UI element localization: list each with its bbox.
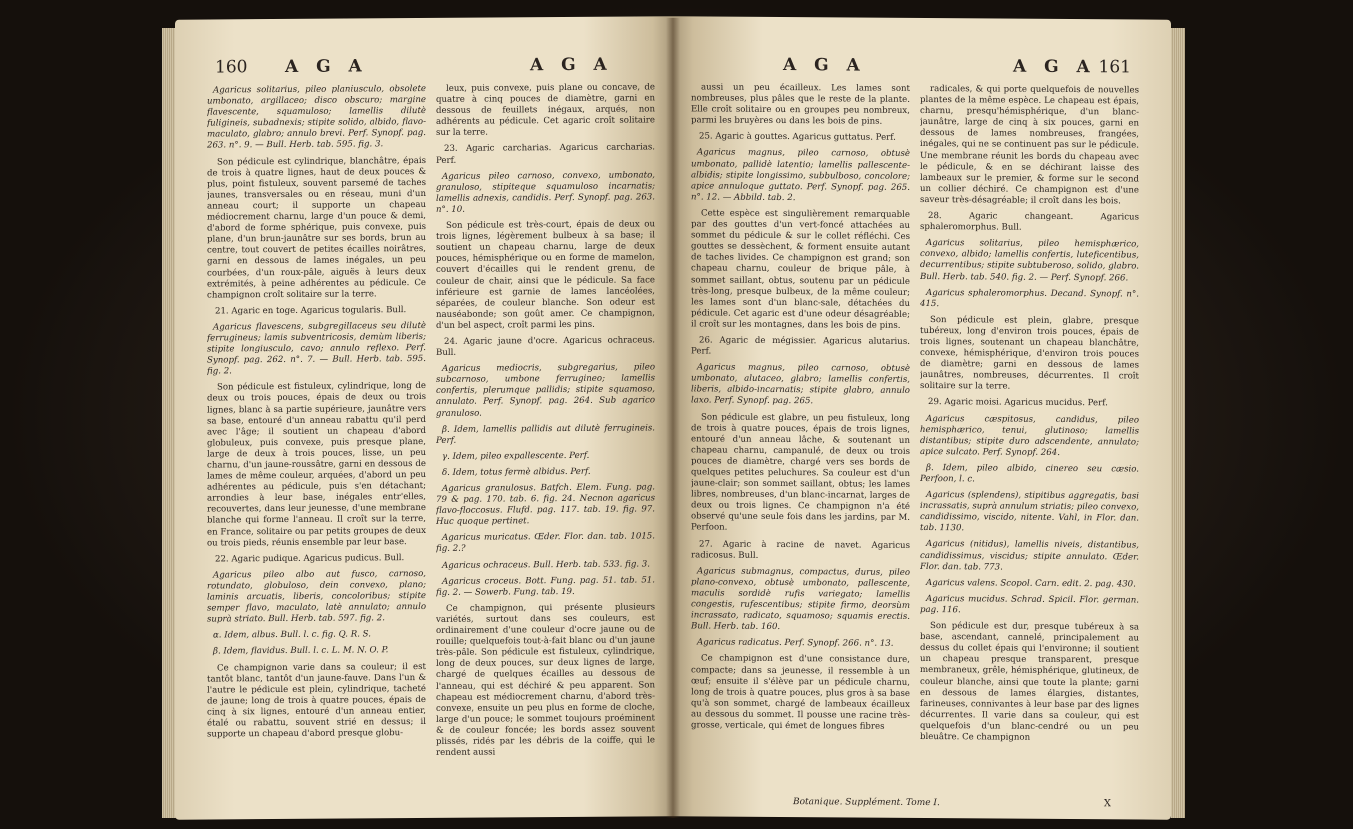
left-column-1: [207, 84, 426, 796]
body-paragraph: radicales, & qui porte quelquefois de nouvelles plantes de la même espèce. Le chapeau est épais, charnu, presqu'hémisphérique, d'un blanc-jaunâtre, large de cinq à six pouces, garni en dessous de lames nombreuses, frangées, inégales, qui ne se continuent pas sur le pédicule. Une membrane réunit les bords du chapeau avec le pédicule, & en se déchirant laisse des lambeaux sur le premier, & forme sur le second un collier déchiré. Ce champignon est d'une saveur très-désagréable; il croît dans les bois.: [920, 84, 1139, 207]
latin-description: Agaricus croceus. Bott. Fung. pag. 51. tab. 51. fig. 2. — Sowerb. Fung. tab. 19.: [436, 575, 655, 598]
latin-description: δ. Idem, totus fermè albidus. Perf.: [442, 466, 591, 478]
latin-description: Agaricus granulosus. Batfch. Elem. Fung. pag. 79 & pag. 170. tab. 6. fig. 24. Necnon agaricus flavo-floccosus. Flufd. pag. 117. tab. 19. fig. 97. Huc quoque pertinet.: [436, 482, 655, 528]
body-paragraph: Son pédicule est très-court, épais de deux ou trois lignes, légèrement bulbeux à sa base; il soutient un chapeau charnu, large de deux pouces, hémisphérique ou en forme de mamelon, couvert d'écailles qui le rendent grenu, de couleur de chair, ainsi que le pédicule. Sa face inférieure est garnie de lames lancéolées, séparées, de couleur blanche. Son odeur est nauséabonde; son goût amer. Ce champignon, d'un bel aspect, croît parmi les pins.: [436, 219, 655, 331]
signature-mark: X: [1103, 798, 1111, 810]
body-paragraph: Ce champignon varie dans sa couleur; il est tantôt blanc, tantôt d'un jaune-fauve. Dans l'un & l'autre le pédicule est plein, cylindrique, tacheté de jaune; long de trois à quatre pouces, épais de cinq à six lignes, entouré d'un anneau entier, étalé ou rabattu, souvent strié en dessus; il supporte un chapeau d'abord presque globu-: [207, 661, 426, 740]
latin-description: Agaricus submagnus, compactus, durus, pileo plano-convexo, obtusè umbonato, pallescente, maculis sordidè rufis variegato; lamellis congestis, rufescentibus; stipite firmo, deorsùm incrassato, radicato, squamoso; squamis erectis. Bull. Herb. tab. 160.: [691, 566, 910, 633]
body-paragraph: leux, puis convexe, puis plane ou concave, de quatre à cinq pouces de diamètre, garni en dessous de feuillets inégaux, arqués, non adhérents au pédicule. Cet agaric croît solitaire sur la terre.: [436, 82, 655, 139]
body-paragraph: Son pédicule est plein, glabre, presque tubéreux, long d'environ trois pouces, épais de trois lignes, soutenant un chapeau blanchâtre, convexe, hémisphérique, d'environ trois pouces de diamètre; garni en dessous de lames jaunâtres, nombreuses, décurrentes. Il croît solitaire sur la terre.: [920, 314, 1139, 392]
latin-description: Agaricus pileo carnoso, convexo, umbonato, granuloso, stipiteque squamuloso incarnatis; lamellis adnexis, candidis. Perf. Synopf. pag. 263. n°. 10.: [436, 170, 655, 215]
right-page-edges: [1171, 28, 1185, 818]
left-running-head: A G A: [285, 56, 368, 77]
page-footer: Botanique. Supplément. Tome I.: [793, 797, 940, 809]
entry-heading: 21. Agaric en toge. Agaricus togularis. Bull.: [215, 304, 407, 317]
latin-description: β. Idem, lamellis pallidis aut dilutè ferrugineis. Perf.: [436, 423, 655, 446]
body-paragraph: Son pédicule est glabre, un peu fistuleux, long de trois à quatre pouces, épais de trois lignes, entouré d'un anneau lâche, & soutenant un chapeau charnu, campanulé, de deux ou trois pouces de diamètre, chargé vers ses bords de quelques petites peluchures. Sa couleur est d'un jaune-clair; son sommet saillant, obtus; les lames libres, nombreuses, d'un blanc-incarnat, larges de deux ou trois lignes. Ce champignon n'a été observé qu'une seule fois dans les jardins, par M. Perfoon.: [691, 411, 910, 534]
right-running-head: A G A: [783, 55, 866, 76]
body-paragraph: Ce champignon, qui présente plusieurs variétés, surtout dans ses couleurs, est ordinairement d'une couleur d'ocre jaune ou de rouille; quelquefois tout-à-fait blanc ou d'un jaune très-pâle. Son pédicule est fistuleux, cylindrique, long de deux pouces, sur deux lignes de large, chargé de quelques écailles au dessous de l'anneau, qui est déchiré & peu apparent. Son chapeau est médiocrement charnu, d'abord très-convexe, ensuite un peu plus en forme de cloche, large d'un pouce; le sommet toujours proéminent & de couleur foncée; les bords assez souvent plissés, ridés par les débris de la coiffe, qui le rendent aussi: [436, 602, 655, 758]
latin-description: α. Idem, albus. Bull. l. c. fig. Q. R. S.: [213, 629, 371, 641]
left-running-header: [175, 52, 673, 85]
latin-description: Agaricus mucidus. Schrad. Spicil. Flor. german. pag. 116.: [920, 593, 1139, 616]
latin-description: Agaricus mediocris, subgregarius, pileo subcarnoso, umbone ferrugineo; lamellis confertis, plerumque pallidis; stipite squamoso, annulato. Perf. Synopf. pag. 264. Sub agarico granuloso.: [436, 362, 655, 419]
latin-description: Agaricus sphaleromorphus. Decand. Synopf. n°. 415.: [920, 287, 1139, 309]
left-page-number: 160: [215, 57, 248, 78]
latin-description: Agaricus cæspitosus, candidus, pileo hemisphærico, tenui, glutinoso; lamellis distantibus; stipite duro adscendente, annulato; apice sulcato. Perf. Synopf. 264.: [920, 413, 1139, 458]
latin-description: Agaricus radicatus. Perf. Synopf. 266. n°. 13.: [697, 637, 894, 650]
latin-description: Agaricus solitarius, pileo hemisphærico, convexo, albido; lamellis confertis, luteficentibus, decurrentibus; stipite subtuberoso, solido, glabro. Bull. Herb. tab. 540. fig. 2. — Perf. Synopf. 266.: [920, 238, 1139, 283]
latin-description: Agaricus solitarius, pileo planiusculo, obsolete umbonato, argillaceo; disco obscuro; margine flavescente, squamuloso; lamellis dilutè fuligineis, subadnexis; stipite solido, albido, flavo-maculato, glabro; annulo brevi. Perf. Synopf. pag. 263. n°. 9. — Bull. Herb. tab. 595. fig. 3.: [207, 83, 426, 151]
latin-description: Agaricus valens. Scopol. Carn. edit. 2. pag. 430.: [926, 577, 1136, 590]
left-column-2: [436, 82, 655, 794]
entry-heading: 24. Agaric jaune d'ocre. Agaricus ochraceus. Bull.: [436, 335, 655, 358]
body-paragraph: Son pédicule est fistuleux, cylindrique, long de deux ou trois pouces, épais de deux ou trois lignes, blanc à sa partie supérieure, jaunâtre vers sa base, entouré d'un anneau rabattu qu'il perd avec l'âge; il soutient un chapeau d'abord globuleux, puis convexe, puis presque plane, large de deux à trois pouces, lisse, un peu charnu, d'un jaune-roussâtre, garni en dessous de lames de même couleur, arquées, d'abord un peu adhérentes au pédicule, puis s'en détachant; arrondies à leur base, inégales entr'elles, recouvertes, dans leur jeunesse, d'une membrane blanche qui forme l'anneau. Il croît sur la terre, en France, solitaire ou par petits groupes de deux ou trois pieds, réunis ensemble par leur base.: [207, 381, 426, 549]
right-running-header: [673, 52, 1171, 85]
right-columns: [691, 82, 1139, 795]
entry-heading: 27. Agaric à racine de navet. Agaricus radicosus. Bull.: [691, 539, 910, 561]
latin-description: γ. Idem, pileo expallescente. Perf.: [442, 450, 590, 462]
latin-description: Agaricus magnus, pileo carnoso, obtusè umbonato, alutaceo, glabro; lamellis confertis, liberis, albido-incarnatis; stipite glabro, annulo laxo. Perf. Synopf. pag. 265.: [691, 362, 910, 407]
left-page: [175, 16, 673, 819]
left-page-edges: [162, 28, 176, 818]
latin-description: Agaricus pileo albo aut fusco, carnoso, rotundato, globuloso, dein convexo, plano; laminis arcuatis, liberis, concoloribus; stipite semper flavo, maculato, latè annulato; annulo suprà striato. Bull. Herb. tab. 597. fig. 2.: [207, 568, 426, 625]
latin-description: Agaricus (nitidus), lamellis niveis, distantibus, candidissimus, viscidus; stipite annulato. Œder. Flor. dan. tab. 773.: [920, 539, 1139, 573]
body-paragraph: Ce champignon est d'une consistance dure, compacte; dans sa jeunesse, il ressemble à un œuf; ensuite il s'élève par un pédicule charnu, long de trois à quatre pouces, plus gros à sa base qu'à son sommet, chargé de lambeaux écailleux au dessous du sommet. Il pousse une racine très-grosse, verticale, qui émet de longues fibres: [691, 653, 910, 732]
latin-description: Agaricus muricatus. Œder. Flor. dan. tab. 1015. fig. 2.?: [436, 531, 655, 555]
entry-heading: 25. Agaric à gouttes. Agaricus guttatus. Perf.: [699, 131, 896, 144]
body-paragraph: aussi un peu écailleux. Les lames sont nombreuses, plus pâles que le reste de la plante. Elle croît solitaire ou en groupes peu nombreux, parmi les bruyères ou dans les bois de pins.: [691, 82, 910, 128]
body-paragraph: Son pédicule est dur, presque tubéreux à sa base, ascendant, cannelé, principalement au dessus du collet épais qui l'environne; il soutient un chapeau presque transparent, presque membraneux, grêle, hémisphérique, glutineux, de couleur blanche, ainsi que toute la plante; garni en dessous de lames élargies, distantes, farineuses, connivantes à leur base par des lignes décurrentes. Il varie dans sa couleur, qui est quelquefois d'un blanc-cendré ou un peu bleuâtre. Ce champignon: [920, 621, 1139, 743]
body-paragraph: Son pédicule est cylindrique, blanchâtre, épais de trois à quatre lignes, haut de deux pouces & plus, point fistuleux, souvent parsemé de taches jaunes, transversales ou en réseau, muni d'un anneau court; il supporte un chapeau médiocrement charnu, large d'un pouce & demi, d'abord de forme sphérique, puis convexe, puis plane, d'un brun-jaunâtre sur ses bords, brun au centre, tout couvert de petites écailles noirâtres, garni en dessous de lames inégales, un peu courbées, d'un roux-pâle, aiguës à leurs deux extrémités, à peine adhérentes au pédicule. Ce champignon croît solitaire sur la terre.: [207, 155, 426, 301]
body-paragraph: Cette espèce est singulièrement remarquable par des gouttes d'un vert-foncé attachées au sommet du pédicule & sur le collet réfléchi. Ces gouttes se dessèchent, & forment ensuite autant de taches livides. Ce champignon est grand; son chapeau charnu, couleur de brique pâle, à sommet saillant, obtus, soutenu par un pédicule très-long, presque bulbeux, de la même couleur; les lames sont d'un blanc-sale, détachées du pédicule. Cet agaric est d'une odeur désagréable; il croît sur les montagnes, dans les bois de pins.: [691, 208, 910, 331]
right-column-1: [691, 82, 910, 794]
right-running-head-2: A G A: [1013, 56, 1096, 78]
entry-heading: 26. Agaric de mégissier. Agaricus alutarius. Perf.: [691, 335, 910, 357]
latin-description: Agaricus magnus, pileo carnoso, obtusè umbonato, pallidè latentio; lamellis pallescente-albidis; stipite longissimo, subbulboso, concolore; apice annuloque guttato. Perf. Synopf. pag. 265. n°. 12. — Abbild. tab. 2.: [691, 147, 910, 203]
latin-description: Agaricus flavescens, subgregillaceus seu dilutè ferrugineus; lamis subventricosis, demùm liberis; stipite longiusculo, cavo; annulo reflexo. Perf. Synopf. pag. 262. n°. 7. — Bull. Herb. tab. 595. fig. 2.: [207, 320, 426, 377]
book-spine-shadow: [666, 18, 680, 818]
right-page: [673, 16, 1171, 819]
right-page-number: 161: [1098, 57, 1131, 78]
latin-description: Agaricus (splendens), stipitibus aggregatis, basi incrassatis, suprà annulum striatis; pileo convexo, candidissimo, viscido, nitente. Vahl, in Flor. dan. tab. 1130.: [920, 490, 1139, 534]
entry-heading: 29. Agaric moisi. Agaricus mucidus. Perf.: [928, 397, 1108, 409]
latin-description: β. Idem, pileo albido, cinereo seu cæsio. Perfoon, l. c.: [920, 462, 1139, 485]
right-column-2: [920, 84, 1139, 796]
latin-description: β. Idem, flavidus. Bull. l. c. L. M. N. O. P.: [213, 645, 389, 657]
left-running-head-2: A G A: [530, 54, 613, 76]
entry-heading: 23. Agaric carcharias. Agaricus carcharias. Perf.: [436, 142, 655, 166]
entry-heading: 28. Agaric changeant. Agaricus sphaleromorphus. Bull.: [920, 211, 1139, 233]
left-columns: [207, 82, 655, 795]
latin-description: Agaricus ochraceus. Bull. Herb. tab. 533. fig. 3.: [442, 558, 651, 571]
entry-heading: 22. Agaric pudique. Agaricus pudicus. Bull.: [215, 552, 405, 565]
